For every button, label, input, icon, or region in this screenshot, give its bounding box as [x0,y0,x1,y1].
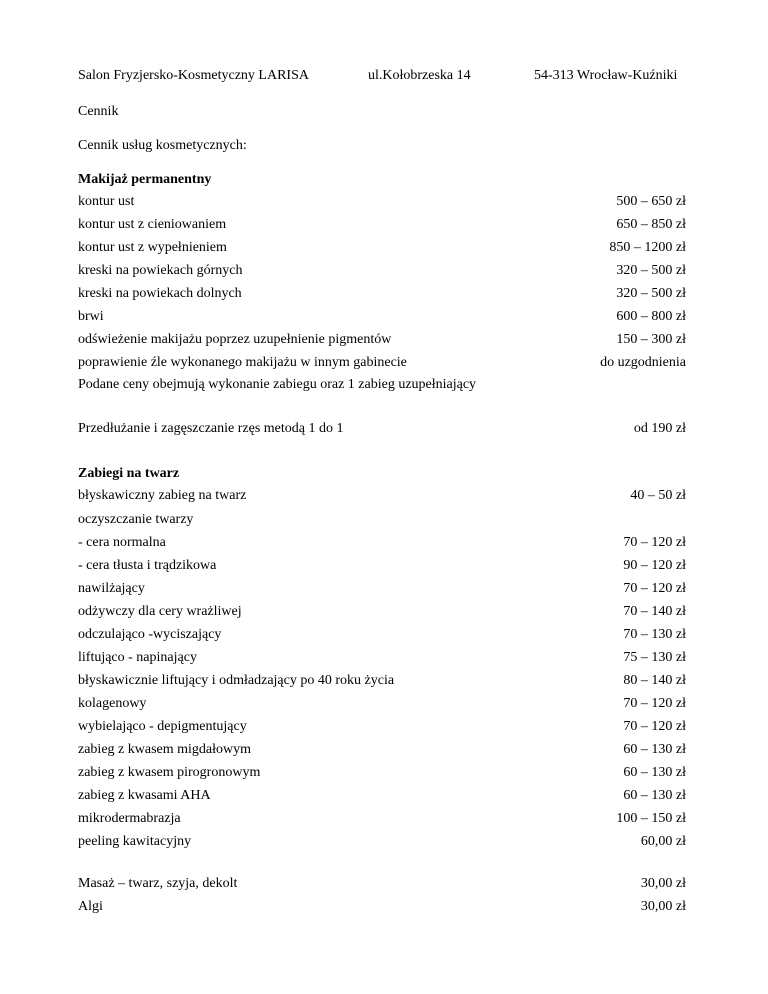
service-price: 75 – 130 zł [623,650,686,665]
service-price: 850 – 1200 zł [609,240,686,255]
salon-name: Salon Fryzjersko-Kosmetyczny LARISA [78,68,309,83]
service-name: odświeżenie makijażu poprzez uzupełnienie pigmentów [78,332,392,347]
service-price: do uzgodnienia [600,355,686,370]
service-name: nawilżający [78,581,145,596]
section-heading-makeup: Makijaż permanentny [78,172,212,187]
service-name: Przedłużanie i zagęszczanie rzęs metodą 1 do 1 [78,421,344,436]
service-name: kontur ust z cieniowaniem [78,217,227,232]
service-name: Masaż – twarz, szyja, dekolt [78,876,238,891]
service-price: 70 – 120 zł [623,535,686,550]
service-price: 90 – 120 zł [623,558,686,573]
service-name: odczulająco -wyciszający [78,627,222,642]
service-name: kreski na powiekach górnych [78,263,243,278]
service-price: 600 – 800 zł [616,309,686,324]
salon-street: ul.Kołobrzeska 14 [368,68,471,83]
service-name: zabieg z kwasem pirogronowym [78,765,261,780]
service-name: kontur ust z wypełnieniem [78,240,227,255]
service-price: 100 – 150 zł [616,811,686,826]
service-price: 70 – 120 zł [623,696,686,711]
service-name: peeling kawitacyjny [78,834,192,849]
service-name: mikrodermabrazja [78,811,181,826]
service-price: 60 – 130 zł [623,788,686,803]
service-price: 150 – 300 zł [616,332,686,347]
service-name: odżywczy dla cery wrażliwej [78,604,242,619]
makeup-note: Podane ceny obejmują wykonanie zabiegu oraz 1 zabieg uzupełniający [78,377,477,392]
service-price: 60 – 130 zł [623,742,686,757]
service-name: wybielająco - depigmentujący [78,719,247,734]
service-name: zabieg z kwasami AHA [78,788,211,803]
document-title: Cennik [78,104,119,119]
section-heading-face: Zabiegi na twarz [78,466,180,481]
service-name: Algi [78,899,103,914]
service-name: błyskawicznie liftujący i odmładzający po 40 roku życia [78,673,395,688]
service-name: liftująco - napinający [78,650,197,665]
service-name: - cera normalna [78,535,166,550]
service-price: 30,00 zł [640,899,686,914]
service-name: brwi [78,309,104,324]
service-name: kolagenowy [78,696,147,711]
service-price: 500 – 650 zł [616,194,686,209]
service-price: 70 – 140 zł [623,604,686,619]
service-price: 320 – 500 zł [616,263,686,278]
service-price: 40 – 50 zł [630,488,686,503]
service-price: 60 – 130 zł [623,765,686,780]
document-subtitle: Cennik usług kosmetycznych: [78,138,247,153]
service-name: - cera tłusta i trądzikowa [78,558,217,573]
service-name: zabieg z kwasem migdałowym [78,742,252,757]
salon-city: 54-313 Wrocław-Kuźniki [534,68,678,83]
service-name: kreski na powiekach dolnych [78,286,242,301]
service-price: 320 – 500 zł [616,286,686,301]
service-name: kontur ust [78,194,135,209]
service-name: poprawienie źle wykonanego makijażu w innym gabinecie [78,355,407,370]
service-price: 80 – 140 zł [623,673,686,688]
service-price: od 190 zł [633,421,686,436]
service-price: 70 – 120 zł [623,719,686,734]
service-name: oczyszczanie twarzy [78,512,194,527]
service-price: 70 – 130 zł [623,627,686,642]
service-price: 60,00 zł [640,834,686,849]
service-name: błyskawiczny zabieg na twarz [78,488,247,503]
service-price: 650 – 850 zł [616,217,686,232]
service-price: 30,00 zł [640,876,686,891]
service-price: 70 – 120 zł [623,581,686,596]
